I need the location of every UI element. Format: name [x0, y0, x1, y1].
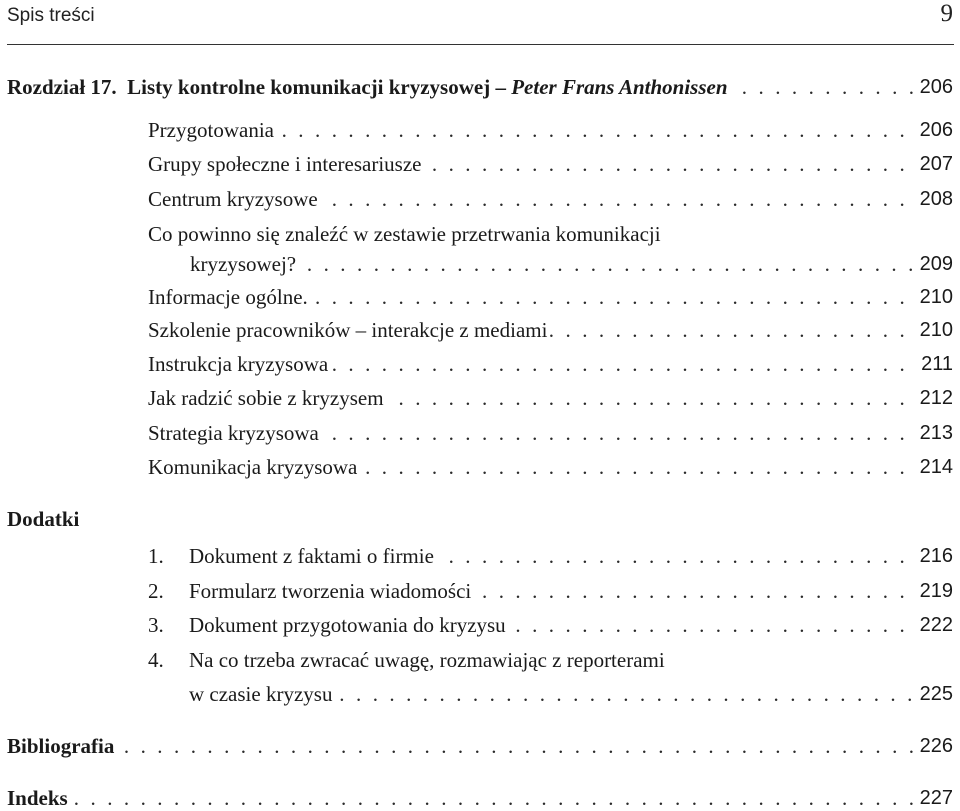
toc-entry-page: 206	[914, 114, 953, 146]
appendix-item[interactable]	[148, 540, 953, 572]
toc-entry-title: Grupy społeczne i interesariusze	[148, 152, 422, 176]
toc-entry-line-1[interactable]	[148, 218, 953, 250]
appendix-item-number: 3.	[148, 613, 164, 637]
chapter-page-number: 206	[914, 71, 953, 103]
toc-entry-title: Jak radzić sobie z kryzysem	[148, 386, 384, 410]
toc-entry[interactable]	[148, 382, 953, 414]
toc-entry-page: 208	[914, 183, 953, 215]
appendix-item-page: 219	[914, 575, 953, 607]
toc-entry-page: 210	[914, 281, 953, 313]
toc-entry-page: 210	[914, 314, 953, 346]
appendix-item-page: 222	[914, 609, 953, 641]
toc-entry[interactable]	[148, 451, 953, 483]
appendix-item[interactable]	[148, 575, 953, 607]
toc-entry[interactable]	[148, 417, 953, 449]
chapter-title: Listy kontrolne komunikacji kryzysowej –	[127, 75, 506, 99]
running-head: Spis treści	[7, 5, 95, 26]
toc-entry-page: 214	[914, 451, 953, 483]
toc-entry-title: Szkolenie pracowników – interakcje z mediami	[148, 318, 548, 342]
toc-entry-page: 212	[914, 382, 953, 414]
index-title: Indeks	[7, 786, 68, 810]
toc-entry-page: 209	[914, 248, 953, 280]
toc-entry[interactable]	[148, 183, 953, 215]
appendix-item-page: 225	[914, 678, 953, 710]
toc-index[interactable]	[7, 782, 953, 811]
chapter-author: Peter Frans Anthonissen	[511, 75, 728, 99]
toc-entry[interactable]	[148, 348, 953, 380]
toc-entry[interactable]	[148, 281, 953, 313]
appendix-item[interactable]	[148, 609, 953, 641]
page-number: 9	[940, 0, 953, 27]
appendix-heading: Dodatki	[7, 507, 80, 531]
toc-entry-title: Co powinno się znaleźć w zestawie przetrwania komunikacji	[148, 222, 661, 246]
chapter-heading	[7, 75, 735, 99]
appendix-item-number: 4.	[148, 648, 164, 672]
toc-entry-title: Informacje ogólne.	[148, 285, 308, 309]
toc-entry-title-continued: kryzysowej?	[190, 252, 297, 276]
toc-bibliography[interactable]	[7, 730, 953, 762]
toc-entry-title: Komunikacja kryzysowa	[148, 455, 358, 479]
appendix-item-line-2[interactable]	[189, 678, 953, 710]
page-header	[7, 0, 954, 45]
appendix-item-line-1[interactable]	[148, 644, 953, 676]
appendix-item-title: Dokument z faktami o firmie	[189, 544, 434, 568]
index-page: 227	[914, 782, 953, 811]
bibliography-title: Bibliografia	[7, 734, 115, 758]
toc-entry-line-2[interactable]	[190, 248, 953, 280]
toc-entry[interactable]	[148, 148, 953, 180]
appendix-item-page: 216	[914, 540, 953, 572]
toc-entry-page: 207	[914, 148, 953, 180]
toc-entry-page: 211	[915, 348, 953, 380]
appendix-item-number: 2.	[148, 579, 164, 603]
toc-entry-title: Centrum kryzysowe	[148, 187, 318, 211]
appendix-item-title: Formularz tworzenia wiadomości	[189, 579, 472, 603]
appendix-item-title: Na co trzeba zwracać uwagę, rozmawiając z reporterami	[189, 648, 665, 672]
toc-entry-title: Przygotowania	[148, 118, 274, 142]
appendix-item-title: Dokument przygotowania do kryzysu	[189, 613, 506, 637]
toc-entry[interactable]	[148, 114, 953, 146]
bibliography-page: 226	[914, 730, 953, 762]
toc-entry-title: Strategia kryzysowa	[148, 421, 319, 445]
chapter-label: Rozdział 17.	[7, 75, 117, 99]
appendix-item-title-continued: w czasie kryzysu	[189, 682, 333, 706]
toc-entry[interactable]	[148, 314, 953, 346]
toc-chapter-row[interactable]	[7, 71, 953, 103]
toc-entry-title: Instrukcja kryzysowa	[148, 352, 329, 376]
appendix-item-number: 1.	[148, 544, 164, 568]
toc-entry-page: 213	[914, 417, 953, 449]
